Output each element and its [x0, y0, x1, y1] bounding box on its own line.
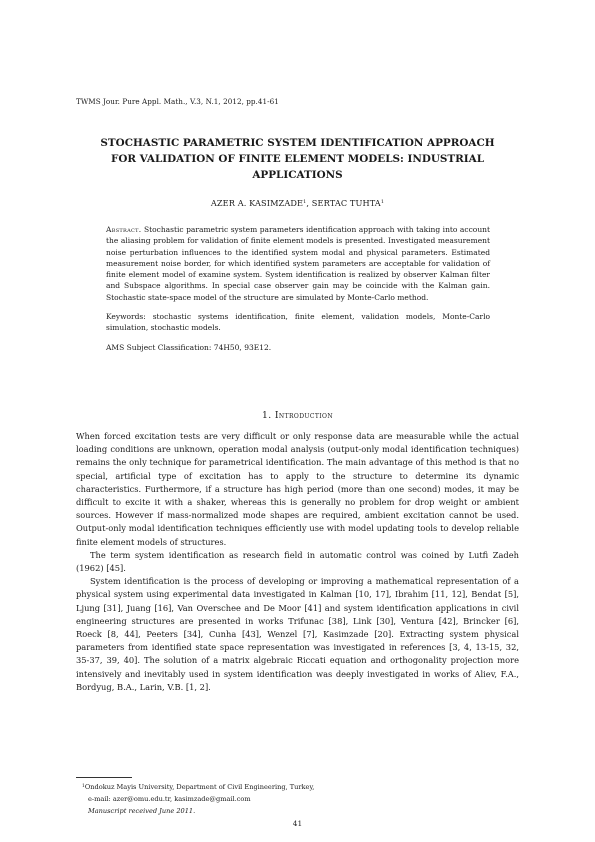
title-line: STOCHASTIC PARAMETRIC SYSTEM IDENTIFICATION APPROACH: [100, 137, 495, 149]
body-paragraph: System identification is the process of developing or improving a mathematical representation of a physical system using experimental data investigated in Kalman [10, 17], Ibrahim [11, 12], Bendat [5], Ljung [31], Juang [16], Van Overschee and De Moor [41] and system identification applications in civil engineering structures are presented in works Trifunac [38], Link [30], Ventura [42], Brincker [6], Roeck [8, 44], Peeters [34], Cunha [43], Wenzel [7], Kasimzade [20]. Extracting system physical parameters from identified state space representation was investigated in references [3, 4, 13-15, 32, 35-37, 39, 40]. The solution of a matrix algebraic Riccati equation and orthogonality projection more intensively and inevitably used in system identification was deeply investigated in works of Aliev, F.A., Bordyug, B.A., Larin, V.B. [1, 2].: [76, 576, 519, 692]
abstract-label: Abstract.: [106, 225, 142, 234]
section-title: Introduction: [274, 410, 334, 421]
paper-title: [60, 136, 535, 183]
affiliation-text: Ondokuz Mayis University, Department of Civil Engineering, Turkey,: [84, 783, 315, 791]
abstract-paragraph: [106, 224, 490, 303]
title-line: APPLICATIONS: [252, 168, 343, 181]
affiliation-mark: 1: [303, 199, 307, 205]
affiliation-mark: 1: [380, 199, 385, 205]
author-name: AZER A. KASIMZADE: [210, 198, 304, 208]
footnote-affiliation: [82, 781, 314, 793]
body-text: [76, 430, 519, 694]
section-number: 1.: [261, 410, 272, 421]
section-heading: [0, 410, 595, 421]
author-separator: ,: [306, 198, 312, 208]
footnotes: [82, 781, 314, 818]
body-paragraph: When forced excitation tests are very difficult or only response data are measurable while the actual loading conditions are unknown, operation modal analysis (output-only modal identification techniques) remains the only technique for parametrical identification. The main advantage of this method is that no special, artificial type of excitation has to apply to the structure to determine its dynamic characteristics. Furthermore, if a structure has high period (more than one second) modes, it may be difficult to excite it with a shaker, whereas this is generally no problem for drop weight or ambient sources. However if mass-normalized mode shapes are required, ambient excitation cannot be used. Output-only modal identification techniques efficiently use with model updating tools to develop reliable finite element models of structures.: [76, 431, 519, 547]
keywords: Keywords: stochastic systems identification, finite element, validation models, Monte-Carlo simulation, stochastic models.: [106, 312, 490, 333]
abstract-text: Stochastic parametric system parameters identification approach with taking into account the aliasing problem for validation of finite element models is presented. Investigated measurement noise perturbation influences to the identified system modal and physical parameters. Estimated measurement noise border, for which identified system parameters are acceptable for validation of finite element model of examine system. System identification is realized by observer Kalman filter and Subspace algorithms. In special case observer gain may be coincide with the Kalman gain. Stochastic state-space model of the structure are simulated by Monte-Carlo method.: [106, 225, 490, 302]
title-line: FOR VALIDATION OF FINITE ELEMENT MODELS: INDUSTRIAL: [110, 152, 485, 165]
author-name: SERTAC TUHTA: [311, 198, 381, 208]
footnote-email: e-mail: azer@omu.edu.tr, kasimzade@gmail.com: [88, 795, 251, 804]
ams-classification: AMS Subject Classification: 74H50, 93E12.: [106, 342, 272, 352]
abstract-block: [106, 224, 490, 361]
page-number: 41: [292, 819, 303, 828]
body-paragraph: The term system identification as research field in automatic control was coined by Lutfi Zadeh (1962) [45].: [76, 549, 519, 574]
footnote-mark: 1: [82, 784, 85, 789]
journal-header: TWMS Jour. Pure Appl. Math., V.3, N.1, 2012, pp.41-61: [76, 97, 279, 106]
authors-line: [0, 198, 595, 208]
footnote-rule: [76, 777, 132, 778]
footnote-received: Manuscript received June 2011.: [88, 807, 196, 816]
